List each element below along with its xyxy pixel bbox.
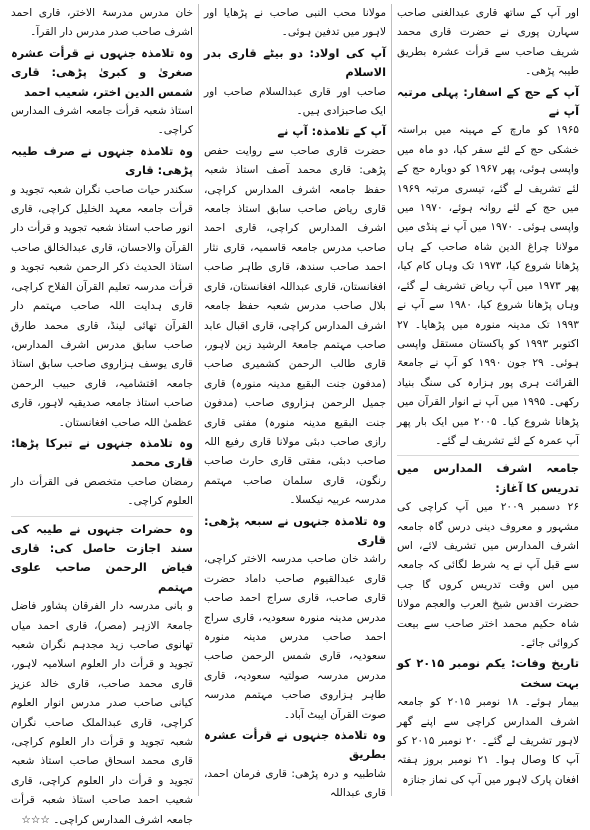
section-heading: وہ حضرات جنہوں نے طیبہ کی سند اجازت حاصل کی: قاری فیاض الرحمن صاحب علوی مہتمم — [11, 521, 193, 594]
paragraph: اور آپ کے ساتھ قاری عبدالغنی صاحب سہارن پوری نے حضرت قاری محمد شریف صاحب سے قرأت عشرہ بطریق طیبہ پڑھی۔ — [397, 7, 579, 78]
column-left — [6, 4, 199, 826]
paragraph: استاذ شعبہ قرأت جامعہ اشرف المدارس کراچی۔ — [11, 105, 193, 137]
section-heading: آپ کے تلامذہ: آپ نے — [277, 124, 386, 139]
paragraph: شاطبیہ و درہ پڑھی: قاری فرمان احمد، قاری عبداللہ — [204, 767, 386, 800]
paragraph: سکندر حیات صاحب نگران شعبہ تجوید و قرأت جامعہ معہد الخلیل کراچی، قاری انور صاحب استاذ شعبہ تجوید و قرأت دار القرآن والاحسان، قاری عبدالخالق صاحب استاذ الحدیث ذکر الرحمن شعبہ تجوید و قرأت مدرسہ تعلیم القرآن الفلاح کراچی، قاری ہدایت اللہ صاحب مہتمم دار القرآن تھائی لینڈ، قاری محمد طارق صاحب سابق مدرس اشرف المدارس، قاری یوسف ہزاروی صاحب سابق استاذ جامعہ اقتشامیہ، قاری حبیب الرحمن صاحب استاذ جامعہ صدیقیہ لاہور، قاری عظمیٰ اللہ صاحب افغانستان۔ — [11, 183, 193, 429]
section-heading: وہ تلامذہ جنہوں نے قرأت عشرہ بطریق — [204, 728, 386, 762]
section-heading: آپ کے حج کے اسفار: پہلی مرتبہ آپ نے — [397, 84, 579, 119]
paragraph: ۱۹۶۵ کو مارچ کے مہینہ میں براستہ خشکی حج کے لئے سفر کیا، دو ماہ میں واپسی ہوئی، پھر ۱۹۶۷ کو دوبارہ حج کے لئے تشریف لے گئے، تیسری مرتبہ ۱۹۶۹ میں حج کے لئے روانہ ہوئے، ۱۹۷۰ میں واپسی ہوئی۔ ۱۹۷۰ میں آپ نے پنڈی میں مولانا چراغ الدین شاہ صاحب کے ہاں پڑھانا شروع کیا، ۱۹۷۳ تک وہاں کام کیا، پھر ۱۹۷۳ میں آپ ریاض تشریف لے گئے، وہاں پڑھانا شروع کیا، ۱۹۸۰ سے آپ نے ۱۹۹۳ تک مدینہ منورہ میں پڑھایا۔ ۲۷ اکتوبر ۱۹۹۳ کو پاکستان مستقل واپسی ہوئی۔ ۲۹ جون ۱۹۹۰ کو آپ نے جامعۃ القرائت ہری پور ہزارہ کی سنگ بنیاد رکھی۔ ۱۹۹۵ میں آپ نے انوار القرآن میں پڑھانا شروع کیا۔ ۲۰۰۵ میں ایک بار پھر آپ عمرہ کے لئے تشریف لے گئے۔ — [397, 124, 580, 447]
section-divider — [397, 455, 579, 456]
section-heading: وہ تلامذہ جنہوں نے قرأت عشرہ صغریٰ و کبریٰ پڑھی: قاری شمس الدین اختر، شعیب احمد — [11, 45, 193, 99]
paragraph: ۲۶ دسمبر ۲۰۰۹ میں آپ کراچی کی مشہور و معروف دینی درس گاہ جامعہ اشرف المدارس میں تشریف لائے، اس سے قبل آپ نے یہ شرط لگائی کہ جامعہ میں اس وقت تدریس کروں گا جب حضرت اقدس شیخ العرب والعجم مولانا شاہ حکیم محمد اختر صاحب سے بیعت کروائی جائے۔ — [397, 501, 580, 649]
section-heading: جامعہ اشرف المدارس میں تدریس کا آغاز: — [397, 461, 579, 495]
column-right — [392, 4, 584, 796]
paragraph: و بانی مدرسہ دار الفرقان پشاور فاضل جامعۃ الازہر (مصر)، قاری احمد میاں تھانوی صاحب زید مجدہم نگران شعبہ تجوید و قرأت دار العلوم اسلامیہ لاہور، قاری محمد صاحب، قاری خالد عزیز کیانی صاحب صدر مدرس انوار العلوم کراچی، قاری عبدالملک صاحب نگران شعبہ تجوید و قرأت دار العلوم کراچی، قاری محمد اسحاق صاحب استاذ شعبہ تجوید و قرأت دار العلوم کراچی، قاری شعیب احمد صاحب استاذ شعبہ قرأت جامعہ اشرف المدارس کراچی۔ ☆☆☆ — [11, 600, 193, 826]
section-heading: تاریخ وفات: یکم نومبر ۲۰۱۵ کو بہت سخت — [397, 656, 579, 690]
paragraph: حضرت قاری صاحب سے روایت حفص پڑھی: قاری محمد آصف استاذ شعبہ حفظ جامعہ اشرف المدارس کراچی، قاری ریاض صاحب سابق استاذ جامعہ اشرف المدارس کراچی، قاری احمد صاحب مدرس جامعہ قاسمیہ، قاری نثار احمد صاحب سندھ، قاری طاہر صاحب افغانستان، قاری عبداللہ افغانستان، قاری بلال صاحب مدرس شعبہ حفظ جامعہ اشرف المدارس کراچی، قاری اقبال عابد صاحب مہتمم جامعۃ الرشید زین لاہور، قاری طالب الرحمن کشمیری صاحب (مدفون جنت البقیع مدینہ منورہ) قاری جمیل الرحمن ہزاروی صاحب (مدفون جنت البقیع مدینہ منورہ) مفتی قاری رازی صاحب دبئی مولانا قاری رفیع اللہ صاحب دبئی، مفتی قاری حارث صاحب رنگون، قاری سلمان صاحب مہتمم مدرسہ عربیہ نیکسلا۔ — [204, 144, 386, 507]
paragraph: راشد خان صاحب مدرسہ الاختر کراچی، قاری عبدالقیوم صاحب داماد حضرت قاری صاحب، قاری سراج احمد صاحب مدرس مدینہ منورہ سعودیہ، قاری سراج احمد صاحب مدرس مدینہ منورہ سعودیہ، قاری شمس الرحمن صاحب مدرس مدرسہ صولتیہ سعودیہ، قاری طاہر ہزاروی صاحب مہتمم مدرسہ صوت القرآن ایبٹ آباد۔ — [204, 553, 386, 721]
paragraph: بیمار ہوئے۔ ۱۸ نومبر ۲۰۱۵ کو جامعہ اشرف المدارس کراچی سے اپنے گھر لاہور تشریف لے گئے۔ ۲۰ نومبر ۲۰۱۵ کو آپ کا وصال ہوا۔ ۲۱ نومبر بروز ہفتہ افغان پارک لاہور میں آپ کی نماز جنازہ — [397, 696, 579, 786]
section-heading: آپ کی اولاد: دو بیٹے قاری بدر الاسلام — [204, 45, 386, 80]
section-heading: وہ تلامذہ جنہوں نے تبرکا پڑھا: قاری محمد — [11, 435, 193, 470]
paragraph: رمضان صاحب متخصص فی القرأت دار العلوم کراچی۔ — [11, 475, 193, 508]
paragraph: مولانا محب النبی صاحب نے پڑھایا اور لاہور میں تدفین ہوئی۔ — [204, 7, 386, 39]
section-divider — [11, 516, 193, 517]
section-heading: وہ تلامذہ جنہوں نے صرف طیبہ پڑھی: قاری — [11, 143, 193, 178]
column-middle — [199, 4, 392, 800]
paragraph: خان مدرس مدرسۃ الاختر، قاری احمد اشرف صاحب صدر مدرس دار القرآ۔ — [11, 7, 193, 39]
paragraph: صاحب اور قاری عبدالسلام صاحب اور ایک صاحبزادی ہیں۔ — [204, 85, 386, 118]
section-heading: وہ تلامذہ جنہوں نے سبعہ پڑھی: قاری — [204, 513, 386, 547]
